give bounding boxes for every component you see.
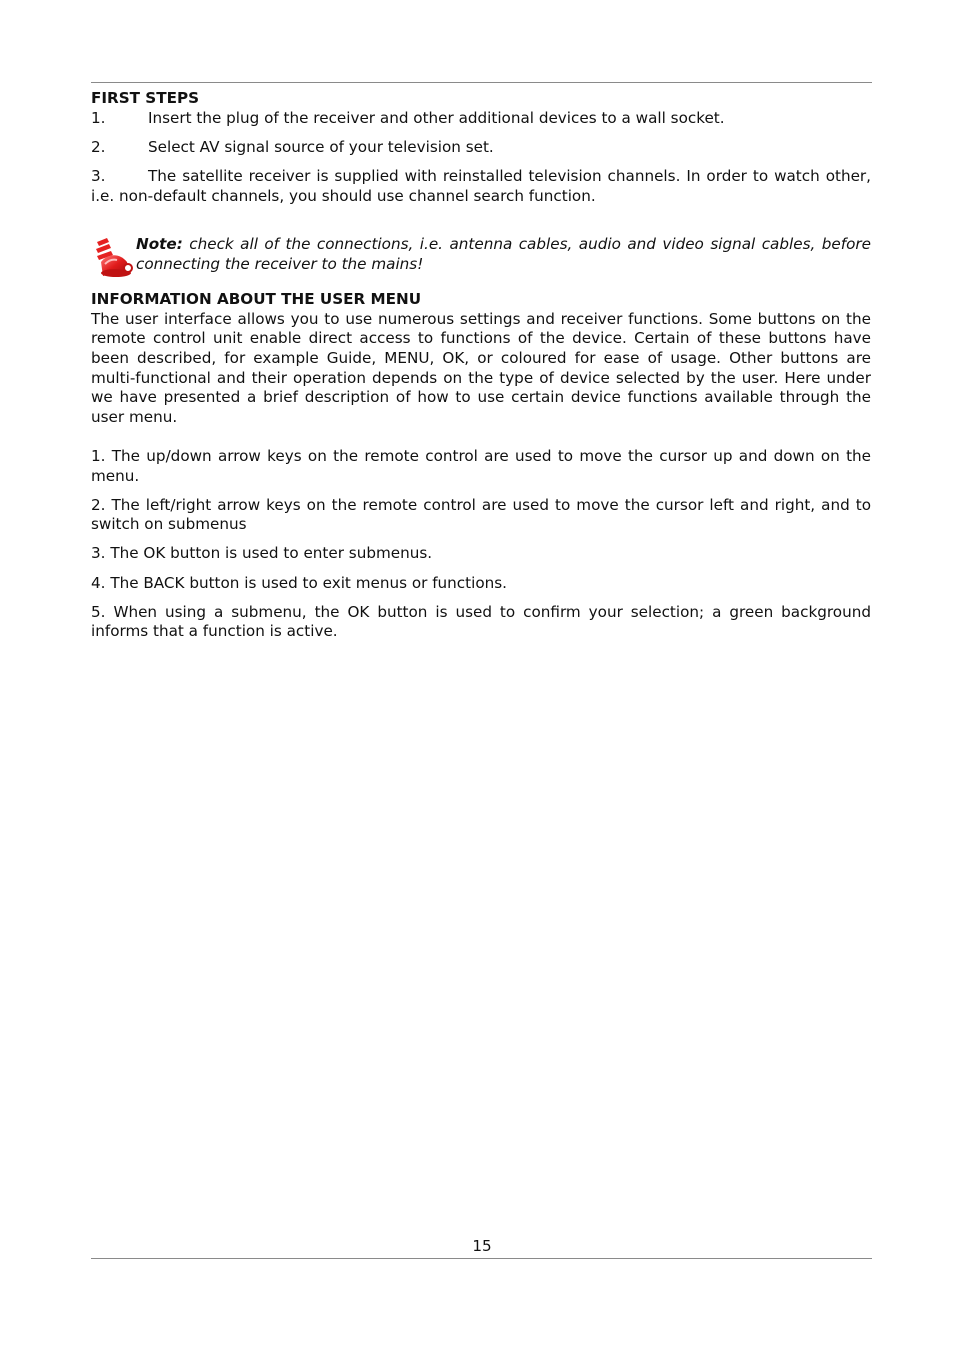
page-content	[91, 89, 871, 652]
list-item: 4. The BACK button is used to exit menus or functions.	[91, 573, 507, 592]
footer-rule	[91, 1258, 872, 1259]
step-1	[91, 109, 871, 129]
section-heading-first-steps: FIRST STEPS	[91, 89, 200, 107]
note-label: Note:	[136, 235, 183, 254]
user-menu-intro: The user interface allows you to use numerous settings and receiver functions. Some buttons on the remote control unit enable direct access to functions of the device. Certain of these buttons have been described, for example Guide, MENU, OK, or coloured for ease of usage. Other buttons are multi-functional and their operation depends on the type of device selected by the user. Here under we have presented a brief description of how to use certain device functions available through the user menu.	[91, 309, 871, 426]
step-text: Insert the plug of the receiver and other additional devices to a wall socket.	[148, 108, 725, 127]
step-3	[91, 167, 871, 206]
page-number: 15	[472, 1237, 492, 1255]
list-item: 2. The left/right arrow keys on the remote control are used to move the cursor left and right, and to switch on submenus	[91, 495, 871, 534]
step-2	[91, 138, 871, 158]
list-item: 1. The up/down arrow keys on the remote control are used to move the cursor up and down on the menu.	[91, 446, 871, 485]
list-item: 3. The OK button is used to enter submenus.	[91, 544, 433, 563]
step-number: 3.	[91, 166, 106, 185]
warning-bell-icon	[93, 236, 135, 280]
note-text	[136, 234, 871, 274]
header-rule	[91, 82, 872, 83]
list-item: 5. When using a submenu, the OK button is used to confirm your selection; a green background informs that a function is active.	[91, 602, 871, 641]
step-text: The satellite receiver is supplied with reinstalled television channels. In order to watch other, i.e. non-default channels, you should use channel search function.	[91, 166, 871, 205]
step-number: 1.	[91, 108, 106, 127]
section-heading-user-menu: INFORMATION ABOUT THE USER MENU	[91, 290, 422, 309]
step-number: 2.	[91, 137, 106, 156]
step-text: Select AV signal source of your television set.	[148, 137, 494, 156]
note-box	[91, 234, 871, 282]
note-body: check all of the connections, i.e. antenna cables, audio and video signal cables, before connecting the receiver to the mains!	[136, 235, 871, 274]
